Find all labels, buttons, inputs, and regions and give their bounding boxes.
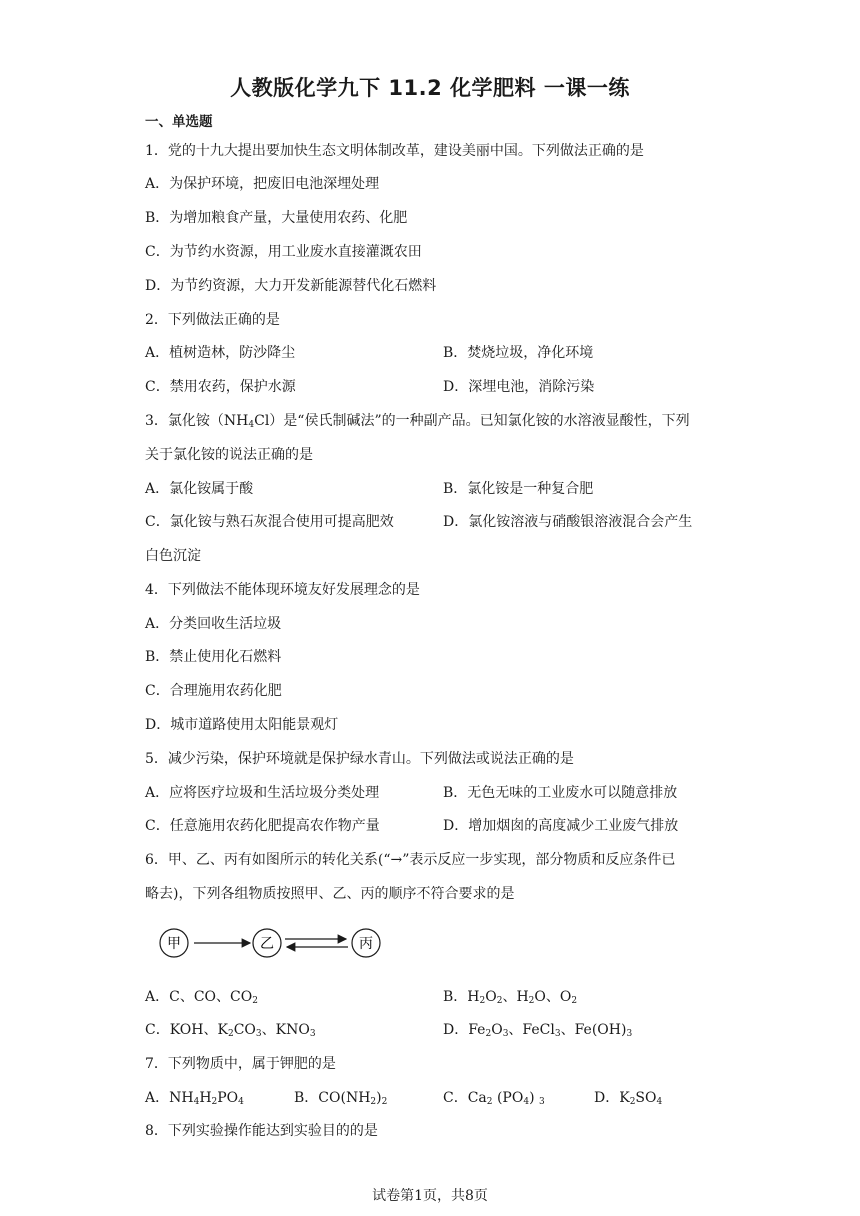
question-7-option-b: B．$CO(NH_2)_2$	[294, 1090, 388, 1107]
question-1-stem: 1．党的十九大提出要加快生态文明体制改革，建设美丽中国。下列做法正确的是	[145, 143, 644, 159]
question-3-stem-line2: 关于氯化铵的说法正确的是	[145, 447, 313, 463]
question-5-option-d: D．增加烟囱的高度减少工业废气排放	[443, 818, 679, 834]
node-bing-label: 丙	[359, 936, 373, 952]
question-8-stem: 8．下列实验操作能达到实验目的的是	[145, 1123, 378, 1139]
question-3-option-d-continued: 白色沉淀	[145, 548, 201, 564]
question-6-option-d: D．$Fe_2O_3$、FeCl$_3$、$Fe(OH)_3$	[443, 1022, 633, 1039]
question-7-option-d: D．$K_2SO_4$	[594, 1090, 663, 1107]
question-1-option-b: B．为增加粮食产量，大量使用农药、化肥	[145, 210, 408, 226]
question-5-stem: 5．减少污染，保护环境就是保护绿水青山。下列做法或说法正确的是	[145, 751, 574, 767]
page-title: 人教版化学九下 11.2 化学肥料 一课一练	[230, 76, 630, 100]
question-6-option-c: C．KOH、$K_2CO_3$、$KNO_3$	[145, 1022, 316, 1039]
question-1-option-d: D．为节约资源，大力开发新能源替代化石燃料	[145, 278, 437, 294]
conversion-diagram	[150, 925, 390, 965]
question-4-option-d: D．城市道路使用太阳能景观灯	[145, 717, 339, 733]
question-7-stem: 7．下列物质中，属于钾肥的是	[145, 1056, 336, 1072]
question-5-option-a: A．应将医疗垃圾和生活垃圾分类处理	[145, 785, 380, 801]
question-6-stem: 6．甲、乙、丙有如图所示的转化关系(“→”表示反应一步实现，部分物质和反应条件已	[145, 852, 676, 868]
question-2-stem: 2．下列做法正确的是	[145, 312, 280, 328]
question-1-option-a: A．为保护环境，把废旧电池深埋处理	[145, 176, 380, 192]
question-2-option-c: C．禁用农药，保护水源	[145, 379, 296, 395]
question-3-option-b: B．氯化铵是一种复合肥	[443, 481, 594, 497]
question-4-option-b: B．禁止使用化石燃料	[145, 649, 282, 665]
question-5-option-b: B．无色无味的工业废水可以随意排放	[443, 785, 678, 801]
question-3-option-d: D．氯化铵溶液与硝酸银溶液混合会产生	[443, 514, 693, 530]
question-3-stem: 3．氯化铵$(NH_4Cl)$是“侯氏制碱法”的一种副产品。已知氯化铵的水溶液显酸性，下列	[145, 413, 690, 430]
question-7-option-a: A．$NH_4H_2PO_4$	[145, 1090, 244, 1107]
node-jia-label: 甲	[167, 936, 181, 952]
question-2-option-a: A．植树造林，防沙降尘	[145, 345, 296, 361]
question-1-option-c: C．为节约水资源，用工业废水直接灌溉农田	[145, 244, 422, 260]
question-3-option-a: A．氯化铵属于酸	[145, 481, 254, 497]
question-6-option-a: A．C、CO、$CO_2$	[145, 989, 258, 1006]
question-4-option-a: A．分类回收生活垃圾	[145, 616, 282, 632]
section-heading: 一、单选题	[145, 114, 213, 130]
question-3-option-c: C．氯化铵与熟石灰混合使用可提高肥效	[145, 514, 394, 530]
question-6-stem-line2: 略去)，下列各组物质按照甲、乙、丙的顺序不符合要求的是	[145, 886, 515, 902]
question-2-option-b: B．焚烧垃圾，净化环境	[443, 345, 594, 361]
question-7-option-c: C．$Ca_2$ $(PO_4)$ $_3$	[443, 1090, 545, 1107]
question-2-option-d: D．深埋电池，消除污染	[443, 379, 595, 395]
question-4-option-c: C．合理施用农药化肥	[145, 683, 282, 699]
question-4-stem: 4．下列做法不能体现环境友好发展理念的是	[145, 582, 420, 598]
question-5-option-c: C．任意施用农药化肥提高农作物产量	[145, 818, 380, 834]
node-yi-label: 乙	[260, 936, 274, 952]
page-footer: 试卷第1页，共8页	[372, 1188, 488, 1204]
question-6-option-b: B．$H_2O_2$、$H_2O$、$O_2$	[443, 989, 578, 1006]
